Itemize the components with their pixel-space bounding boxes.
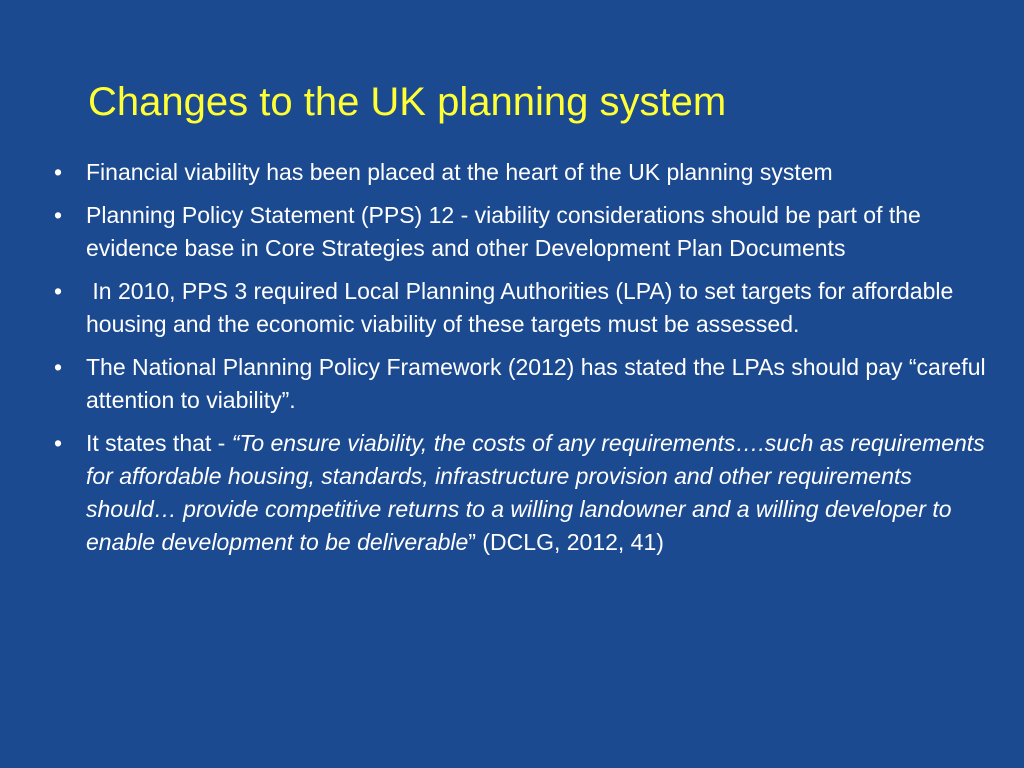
bullet-text: In 2010, PPS 3 required Local Planning Authorities (LPA) to set targets for affordable housing and the economic viability of these targets must be assessed.: [86, 278, 960, 337]
bullet-dot: •: [54, 159, 63, 185]
slide-title: Changes to the UK planning system: [88, 80, 727, 124]
bullet-citation: ” (DCLG, 2012, 41): [468, 529, 664, 555]
bullet-item-5: [50, 427, 990, 559]
bullet-item-1: [50, 156, 990, 189]
bullet-list: [50, 156, 990, 569]
bullet-dot: •: [54, 278, 63, 304]
bullet-text: Planning Policy Statement (PPS) 12 - viability considerations should be part of the evidence base in Core Strategies and other Development Plan Documents: [86, 202, 921, 261]
bullet-text: Financial viability has been placed at the heart of the UK planning system: [86, 159, 833, 185]
bullet-item-4: [50, 351, 990, 417]
bullet-item-3: [50, 275, 990, 341]
bullet-dot: •: [54, 202, 63, 228]
bullet-text: The National Planning Policy Framework (2012) has stated the LPAs should pay “careful attention to viability”.: [86, 354, 986, 413]
bullet-dot: •: [54, 430, 63, 456]
bullet-quote: “To ensure viability, the costs of any requirements….such as requirements for affordable housing, standards, infrastructure provision and other requirements should… provide competitive returns to a willing landowner and a willing developer to enable development to be deliverable: [86, 430, 985, 555]
bullet-item-2: [50, 199, 990, 265]
bullet-prefix: It states that -: [86, 430, 232, 456]
bullet-dot: •: [54, 354, 63, 380]
